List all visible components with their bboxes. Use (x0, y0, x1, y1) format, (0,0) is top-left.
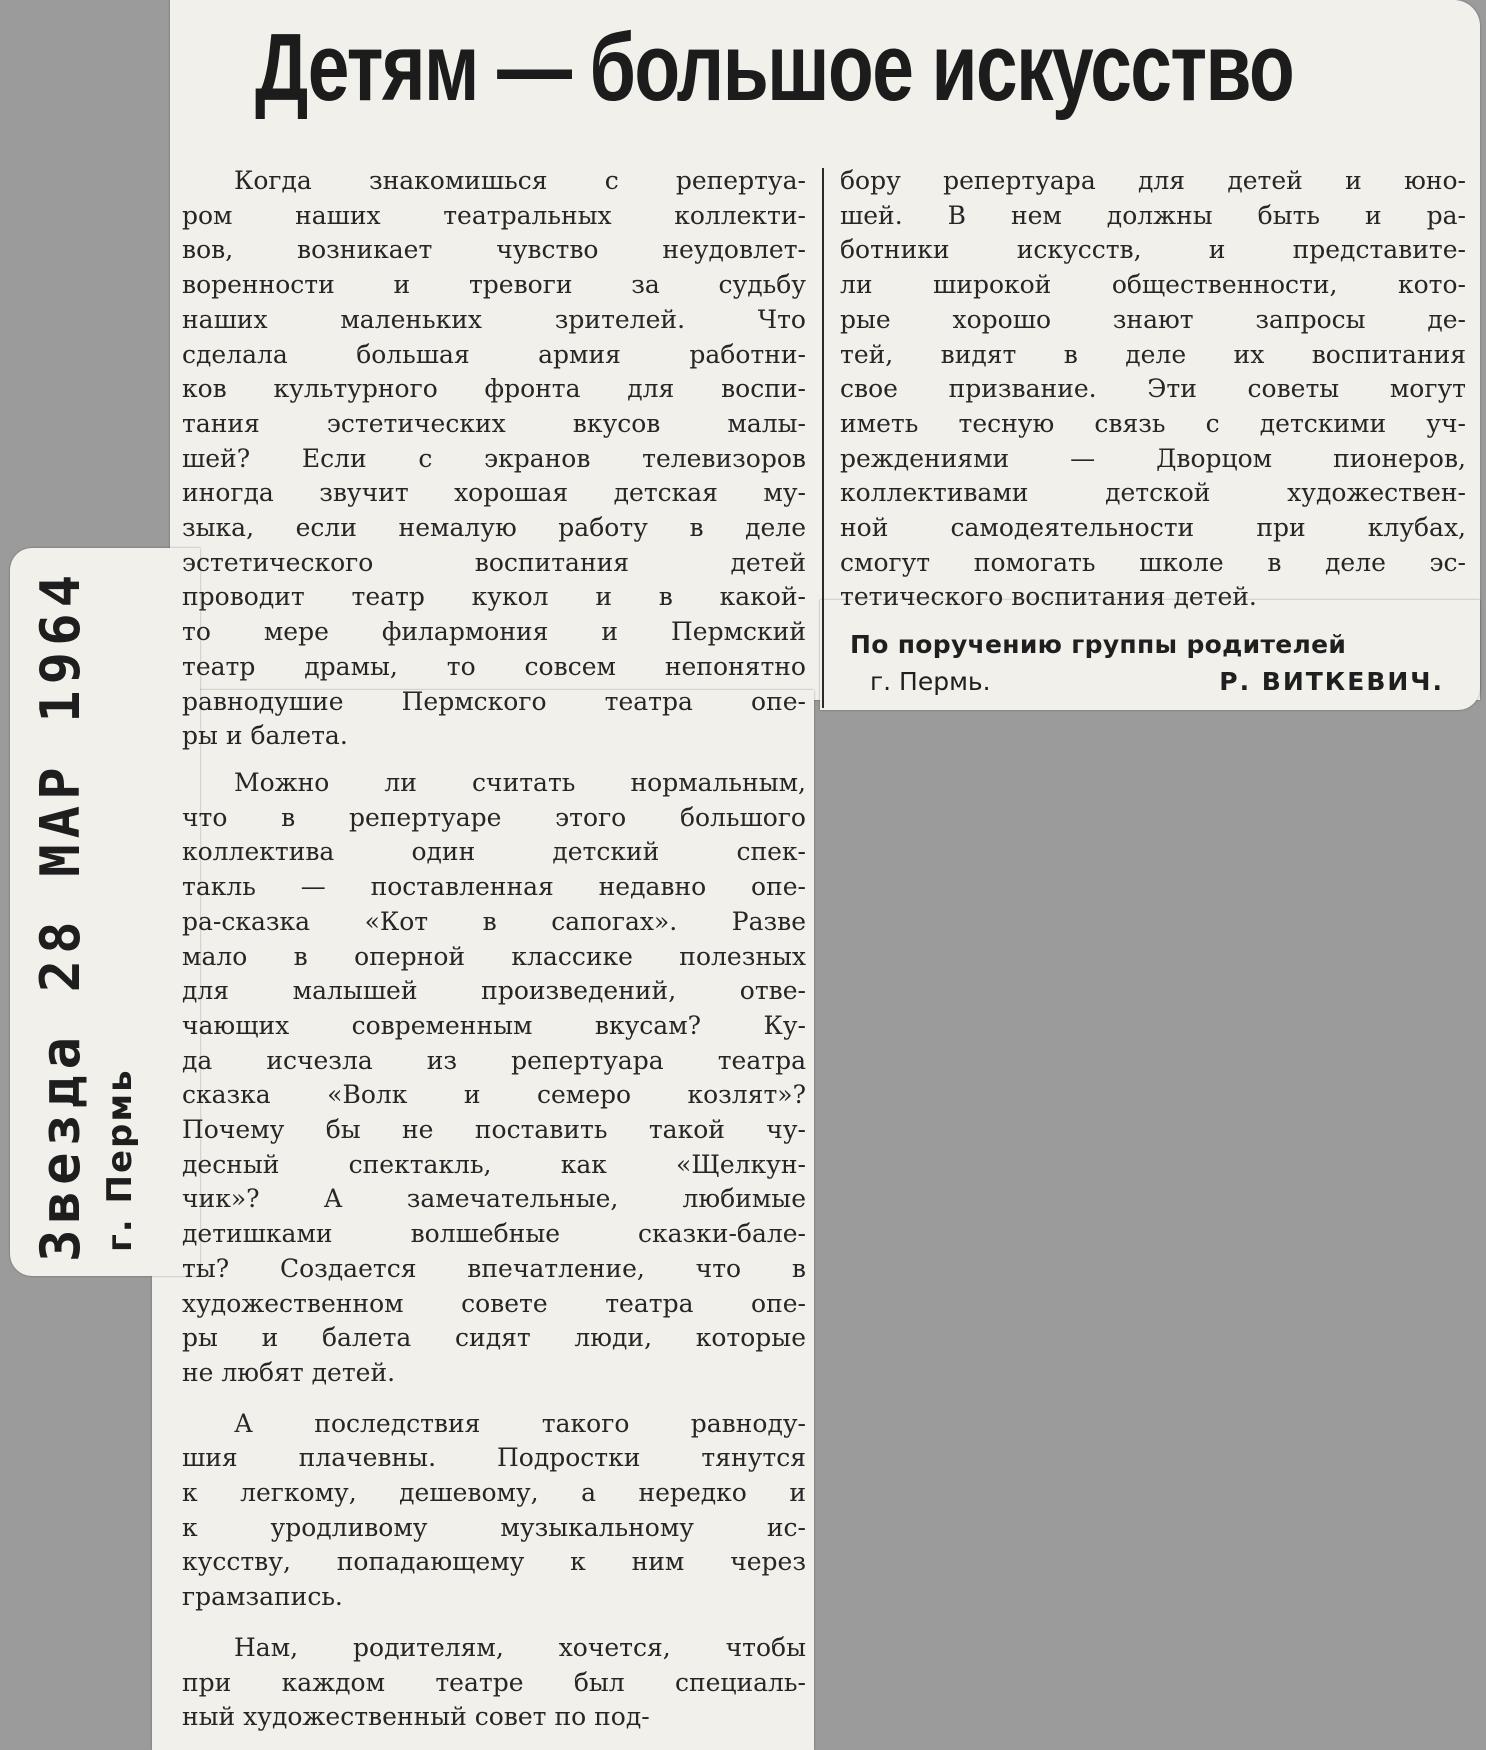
text-line: Когда знакомишься с репертуа- (234, 166, 806, 195)
text-line: при каждом театре был специаль- (182, 1667, 806, 1697)
column-divider (822, 168, 824, 708)
text-line: наших маленьких зрителей. Что (182, 304, 806, 334)
signature-commission-line: По поручению группы родителей (850, 630, 1347, 659)
text-line: реждениями — Дворцом пионеров, (840, 443, 1466, 473)
signature-author-name: Р. ВИТКЕВИЧ. (1219, 667, 1444, 696)
text-line: ром наших театральных коллекти- (182, 200, 806, 230)
text-line: ры и балета. (182, 721, 348, 751)
text-line: бору репертуара для детей и юно- (840, 166, 1466, 195)
text-line: коллектива один детский спек- (182, 837, 806, 867)
text-line: кусству, попадающему к ним через (182, 1547, 806, 1577)
text-line: Можно ли считать нормальным, (234, 768, 806, 797)
text-line: ты? Создается впечатление, что в (182, 1253, 806, 1283)
column-left-paragraph-2 (182, 766, 806, 1391)
text-line: проводит театр кукол и в какой- (182, 582, 806, 612)
text-line: ной самодеятельности при клубах, (840, 513, 1466, 543)
text-line: сделала большая армия работни- (182, 339, 806, 369)
text-line: вов, возникает чувство неудовлет- (182, 235, 806, 265)
text-line: ный художественный совет по под- (182, 1702, 650, 1732)
text-line: чик»? А замечательные, любимые (182, 1184, 806, 1214)
signature-block (850, 630, 1462, 696)
text-line: воренности и тревоги за судьбу (182, 270, 806, 300)
text-line: то мере филармония и Пермский (182, 617, 806, 647)
signature-city: г. Пермь. (870, 667, 991, 696)
text-line: свое призвание. Эти советы могут (840, 374, 1466, 404)
column-left-continuation (182, 766, 806, 1735)
text-line: художественном совете театра опе- (182, 1288, 806, 1318)
text-line: ли широкой общественности, кото- (840, 270, 1466, 300)
text-line: коллективами детской художествен- (840, 478, 1466, 508)
text-line: равнодушие Пермского театра опе- (182, 686, 806, 716)
text-line: да исчезла из репертуара театра (182, 1045, 806, 1075)
text-line: ботники искусств, и представите- (840, 235, 1466, 265)
text-line: чающих современным вкусам? Ку- (182, 1010, 806, 1040)
text-line: тетического воспитания детей. (840, 582, 1257, 612)
text-line: смогут помогать школе в деле эс- (840, 547, 1466, 577)
text-line: к уродливому музыкальному ис- (182, 1512, 806, 1542)
column-left-paragraph-3 (182, 1407, 806, 1615)
text-line: рые хорошо знают запросы де- (840, 304, 1466, 334)
text-line: десный спектакль, как «Щелкун- (182, 1149, 806, 1179)
article-headline: Детям — большое искусство (255, 14, 1294, 121)
text-line: шей? Если с экранов телевизоров (182, 443, 806, 473)
text-line: шей. В нем должны быть и ра- (840, 200, 1466, 230)
text-line: для малышей произведений, отве- (182, 976, 806, 1006)
column-left-paragraph-4 (182, 1631, 806, 1735)
paragraph-gap (182, 1391, 806, 1407)
text-line: ков культурного фронта для воспи- (182, 374, 806, 404)
text-line: шия плачевны. Подростки тянутся (182, 1443, 806, 1473)
text-line: ра-сказка «Кот в сапогах». Разве (182, 906, 806, 936)
text-line: эстетического воспитания детей (182, 547, 806, 577)
text-line: не любят детей. (182, 1357, 396, 1387)
text-line: Нам, родителям, хочется, чтобы (234, 1632, 806, 1662)
text-line: тания эстетических вкусов малы- (182, 408, 806, 438)
paragraph-gap (182, 1615, 806, 1631)
text-line: что в репертуаре этого большого (182, 802, 806, 832)
date-stamp (30, 569, 140, 1262)
text-line: такль — поставленная недавно опе- (182, 872, 806, 902)
text-line: А последствия такого равноду- (234, 1408, 806, 1438)
text-line: иметь тесную связь с детскими уч- (840, 408, 1466, 438)
text-line: ры и балета сидят люди, которые (182, 1323, 806, 1353)
column-left-paragraph-1 (182, 164, 806, 754)
text-line: мало в оперной классике полезных (182, 941, 806, 971)
signature-line (850, 667, 1462, 696)
column-right-paragraph (840, 164, 1466, 615)
text-line: сказка «Волк и семеро козлят»? (182, 1080, 806, 1110)
text-line: тей, видят в деле их воспитания (840, 339, 1466, 369)
text-line: театр драмы, то совсем непонятно (182, 651, 806, 681)
text-line: детишками волшебные сказки-бале- (182, 1219, 806, 1249)
text-line: Почему бы не поставить такой чу- (182, 1115, 806, 1145)
text-line: зыка, если немалую работу в деле (182, 513, 806, 543)
text-line: иногда звучит хорошая детская му- (182, 478, 806, 508)
text-line: к легкому, дешевому, а нередко и (182, 1478, 806, 1508)
text-line: грамзапись. (182, 1582, 343, 1612)
date-stamp-city: г. Пермь (100, 1068, 140, 1252)
date-stamp-text: Звезда 28 МАР 1964 (29, 568, 92, 1262)
